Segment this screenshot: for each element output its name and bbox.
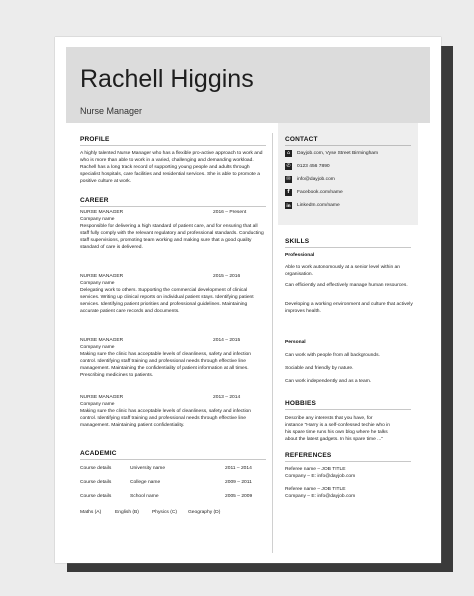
subject-grade: Geography (D) bbox=[188, 510, 221, 515]
job-description: Responsible for delivering a high standard of patient care, and for ensuring that all staff fully comply with the relevant regulatory and professional standards. Conducting staff supervisions, promoting team working and making sure that a good quality standard of care is delivered. bbox=[80, 224, 264, 250]
job-company: Company name bbox=[80, 402, 115, 407]
skill-item: Sociable and friendly by nature. bbox=[285, 366, 354, 371]
references-rule bbox=[285, 461, 411, 462]
skill-item: Can work independently and as a team. bbox=[285, 379, 372, 384]
institution-name: University name bbox=[130, 466, 166, 471]
course-dates: 2009 – 2011 bbox=[225, 480, 252, 485]
job-description: Making sure the clinic has acceptable levels of cleanliness, safety and infection control. Identifying staff training and professional needs through effective line management. Maintaining the confidentiality of patient information at all times. Prescribing medicines to patients. bbox=[80, 352, 251, 378]
job-company: Company name bbox=[80, 345, 115, 350]
cv-page bbox=[55, 37, 441, 563]
subject-grade: Physics (C) bbox=[152, 510, 177, 515]
hobbies-rule bbox=[285, 409, 411, 410]
skill-item: Developing a working environment and culture that actively improves health. bbox=[285, 302, 413, 314]
career-heading: CAREER bbox=[80, 197, 109, 204]
job-description: Making sure the clinic has acceptable levels of cleanliness, safety and infection control. Identifying staff training and professional needs through effective line management. Maintaining patient confidentiality. bbox=[80, 409, 251, 428]
home-icon: ⌂ bbox=[286, 150, 291, 156]
course-dates: 2005 – 2009 bbox=[225, 494, 253, 499]
contact-text: Dayjob.com, Vyse Street Birmingham bbox=[297, 151, 379, 156]
skill-item: Able to work autonomously at a senior level within an organisation. bbox=[285, 265, 400, 277]
skills-heading: SKILLS bbox=[285, 238, 310, 245]
contact-rule bbox=[285, 145, 411, 146]
job-dates: 2014 – 2015 bbox=[213, 338, 241, 343]
professional-label: Professional bbox=[285, 253, 315, 258]
job-role: NURSE MANAGER bbox=[80, 274, 124, 279]
job-title: Nurse Manager bbox=[80, 106, 143, 116]
academic-heading: ACADEMIC bbox=[80, 450, 117, 457]
job-dates: 2013 – 2014 bbox=[213, 395, 241, 400]
course-label: Course details bbox=[80, 466, 112, 471]
subject-grade: Maths (A) bbox=[80, 510, 102, 515]
candidate-name: Rachell Higgins bbox=[80, 65, 254, 93]
header-band bbox=[66, 47, 430, 123]
course-label: Course details bbox=[80, 494, 112, 499]
academic-rule bbox=[80, 459, 266, 460]
job-company: Company name bbox=[80, 281, 115, 286]
skill-item: Can efficiently and effectively manage human resources. bbox=[285, 283, 408, 288]
hobbies-heading: HOBBIES bbox=[285, 400, 317, 407]
phone-icon: ✆ bbox=[286, 163, 291, 169]
referee-name: Referee name – JOB TITLE bbox=[285, 487, 346, 492]
referee-company: Company – E: info@dayjob.com bbox=[285, 494, 356, 499]
job-description: Delegating work to others. Supporting the commercial development of clinical services. Writing up clinical reports on individual patient stays. Identifying patient services. Identifying patient priorities and professional guidelines. Maintaining accurate patient care records and documents. bbox=[80, 288, 254, 314]
job-role: NURSE MANAGER bbox=[80, 210, 124, 215]
contact-text: LinkedIn.com/name bbox=[297, 203, 340, 208]
course-dates: 2011 – 2014 bbox=[225, 466, 252, 471]
hobbies-text: Describe any interests that you have, for instance "Harry is a self-confessed techie who in his spare time runs his own blog where he talks about the latest gadgets. In his spare time ..." bbox=[285, 416, 391, 442]
job-dates: 2016 – Present bbox=[213, 210, 247, 215]
subject-grade: English (B) bbox=[115, 510, 139, 515]
profile-heading: PROFILE bbox=[80, 136, 110, 143]
institution-name: College name bbox=[130, 480, 161, 485]
contact-text: info@dayjob.com bbox=[297, 177, 335, 182]
linkedin-icon: in bbox=[286, 203, 291, 208]
contact-text: 0123 456 7890 bbox=[297, 164, 330, 169]
profile-text: A highly talented Nurse Manager who has a flexible pro-active approach to work and who is more than able to work in a varied, challenging and demanding workload. Rachell has a long track record of supporting young people and adults through specialist hospitals, care facilities and residential services. She is able to promote a positive culture at work. bbox=[80, 151, 263, 184]
career-rule bbox=[80, 206, 266, 207]
skill-item: Can work with people from all backgrounds. bbox=[285, 353, 380, 358]
profile-rule bbox=[80, 145, 266, 146]
institution-name: School name bbox=[130, 494, 159, 499]
contact-heading: CONTACT bbox=[285, 136, 318, 143]
job-role: NURSE MANAGER bbox=[80, 395, 124, 400]
personal-label: Personal bbox=[285, 340, 306, 345]
job-company: Company name bbox=[80, 217, 115, 222]
facebook-icon: f bbox=[285, 189, 292, 196]
course-label: Course details bbox=[80, 480, 112, 485]
job-dates: 2015 – 2016 bbox=[213, 274, 241, 279]
referee-company: Company – E: info@dayjob.com bbox=[285, 474, 356, 479]
references-heading: REFERENCES bbox=[285, 452, 332, 459]
contact-text: Facebook.com/name bbox=[297, 190, 343, 195]
email-icon: ✉ bbox=[286, 176, 291, 182]
column-divider bbox=[272, 133, 273, 553]
referee-name: Referee name – JOB TITLE bbox=[285, 467, 346, 472]
job-role: NURSE MANAGER bbox=[80, 338, 124, 343]
skills-rule bbox=[285, 247, 411, 248]
